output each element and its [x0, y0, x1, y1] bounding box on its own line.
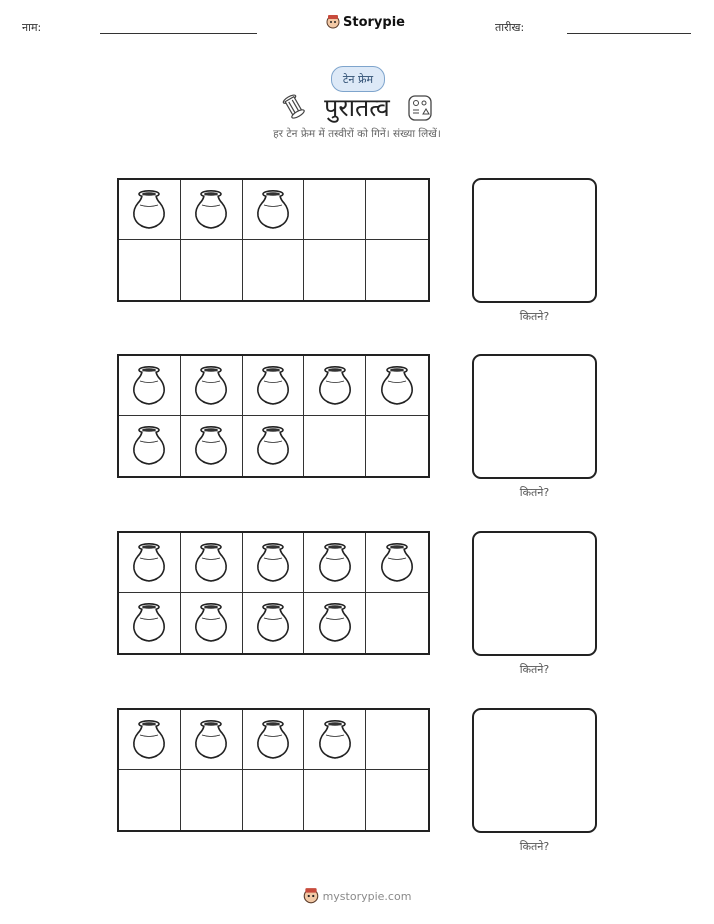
- ten-frame-cell: [181, 533, 243, 593]
- clay-pot-icon: [316, 364, 354, 408]
- ten-frame-cell: [366, 770, 428, 830]
- ten-frame-cell: [243, 180, 305, 240]
- ten-frame-cell: [304, 710, 366, 770]
- clay-pot-icon: [316, 718, 354, 762]
- ten-frame-cell: [119, 180, 181, 240]
- clay-pot-icon: [378, 364, 416, 408]
- mascot-icon: [303, 887, 319, 905]
- brand-logo: [326, 14, 405, 30]
- clay-pot-icon: [378, 541, 416, 585]
- ten-frame-cell: [181, 356, 243, 416]
- ten-frame-cell: [304, 593, 366, 653]
- clay-pot-icon: [130, 601, 168, 645]
- clay-pot-icon: [254, 188, 292, 232]
- date-label: तारीख:: [495, 21, 525, 34]
- ten-frame-cell: [243, 533, 305, 593]
- answer-box[interactable]: [472, 708, 597, 833]
- ten-frame-cell: [366, 356, 428, 416]
- ten-frame-cell: [119, 356, 181, 416]
- ten-frame-cell: [119, 240, 181, 300]
- ten-frame-cell: [366, 593, 428, 653]
- instructions: हर टेन फ्रेम में तस्वीरों को गिनें। संख्या लिखें।: [273, 128, 441, 140]
- clay-pot-icon: [192, 188, 230, 232]
- clay-pot-icon: [254, 718, 292, 762]
- mascot-icon: [326, 14, 340, 30]
- ten-frame-cell: [243, 240, 305, 300]
- name-label: नाम:: [22, 21, 42, 34]
- ten-frame-cell: [304, 533, 366, 593]
- footer-site: mystorypie.com: [322, 889, 412, 903]
- clay-pot-icon: [192, 424, 230, 468]
- answer-box[interactable]: [472, 354, 597, 479]
- answer-box[interactable]: [472, 531, 597, 656]
- clay-pot-icon: [192, 364, 230, 408]
- ten-frame-cell: [119, 710, 181, 770]
- ten-frame-cell: [366, 710, 428, 770]
- ten-frame-cell: [181, 593, 243, 653]
- answer-box[interactable]: [472, 178, 597, 303]
- ten-frame-cell: [304, 416, 366, 476]
- date-line[interactable]: [567, 33, 691, 34]
- clay-pot-icon: [254, 541, 292, 585]
- ten-frame-cell: [243, 770, 305, 830]
- ten-frame-cell: [119, 416, 181, 476]
- clay-pot-icon: [192, 541, 230, 585]
- carved-tablet-icon: [406, 94, 434, 122]
- footer: [0, 887, 714, 905]
- brand-name: Storypie: [343, 14, 405, 30]
- answer-prompt: कितने?: [519, 310, 550, 323]
- clay-pot-icon: [254, 424, 292, 468]
- ten-frame-cell: [181, 710, 243, 770]
- ten-frame-cell: [181, 770, 243, 830]
- ten-frame: [117, 531, 430, 655]
- ten-frame-cell: [119, 770, 181, 830]
- ten-frame-cell: [119, 533, 181, 593]
- ten-frame-cell: [366, 240, 428, 300]
- clay-pot-icon: [130, 424, 168, 468]
- answer-prompt: कितने?: [519, 486, 550, 499]
- ten-frame-cell: [243, 356, 305, 416]
- clay-pot-icon: [192, 601, 230, 645]
- clay-pot-icon: [254, 601, 292, 645]
- answer-prompt: कितने?: [519, 663, 550, 676]
- clay-pot-icon: [316, 601, 354, 645]
- ten-frame: [117, 708, 430, 832]
- ten-frame: [117, 354, 430, 478]
- ten-frame-cell: [366, 533, 428, 593]
- clay-pot-icon: [316, 541, 354, 585]
- clay-pot-icon: [192, 718, 230, 762]
- clay-pot-icon: [130, 364, 168, 408]
- ten-frame-cell: [366, 416, 428, 476]
- ten-frame-cell: [243, 710, 305, 770]
- ten-frame-cell: [366, 180, 428, 240]
- clay-pot-icon: [130, 718, 168, 762]
- ten-frame-cell: [304, 240, 366, 300]
- name-line[interactable]: [100, 33, 257, 34]
- ten-frame-cell: [119, 593, 181, 653]
- ten-frame-cell: [181, 240, 243, 300]
- answer-prompt: कितने?: [519, 840, 550, 853]
- ten-frame-cell: [243, 416, 305, 476]
- topic-badge: टेन फ्रेम: [331, 66, 385, 92]
- clay-pot-icon: [254, 364, 292, 408]
- ten-frame-cell: [181, 180, 243, 240]
- ten-frame: [117, 178, 430, 302]
- ten-frame-cell: [304, 180, 366, 240]
- ten-frame-cell: [304, 770, 366, 830]
- page-title: पुरातत्व: [324, 93, 390, 122]
- ten-frame-cell: [181, 416, 243, 476]
- ten-frame-cell: [304, 356, 366, 416]
- clay-pot-icon: [130, 541, 168, 585]
- clay-pot-icon: [130, 188, 168, 232]
- ten-frame-cell: [243, 593, 305, 653]
